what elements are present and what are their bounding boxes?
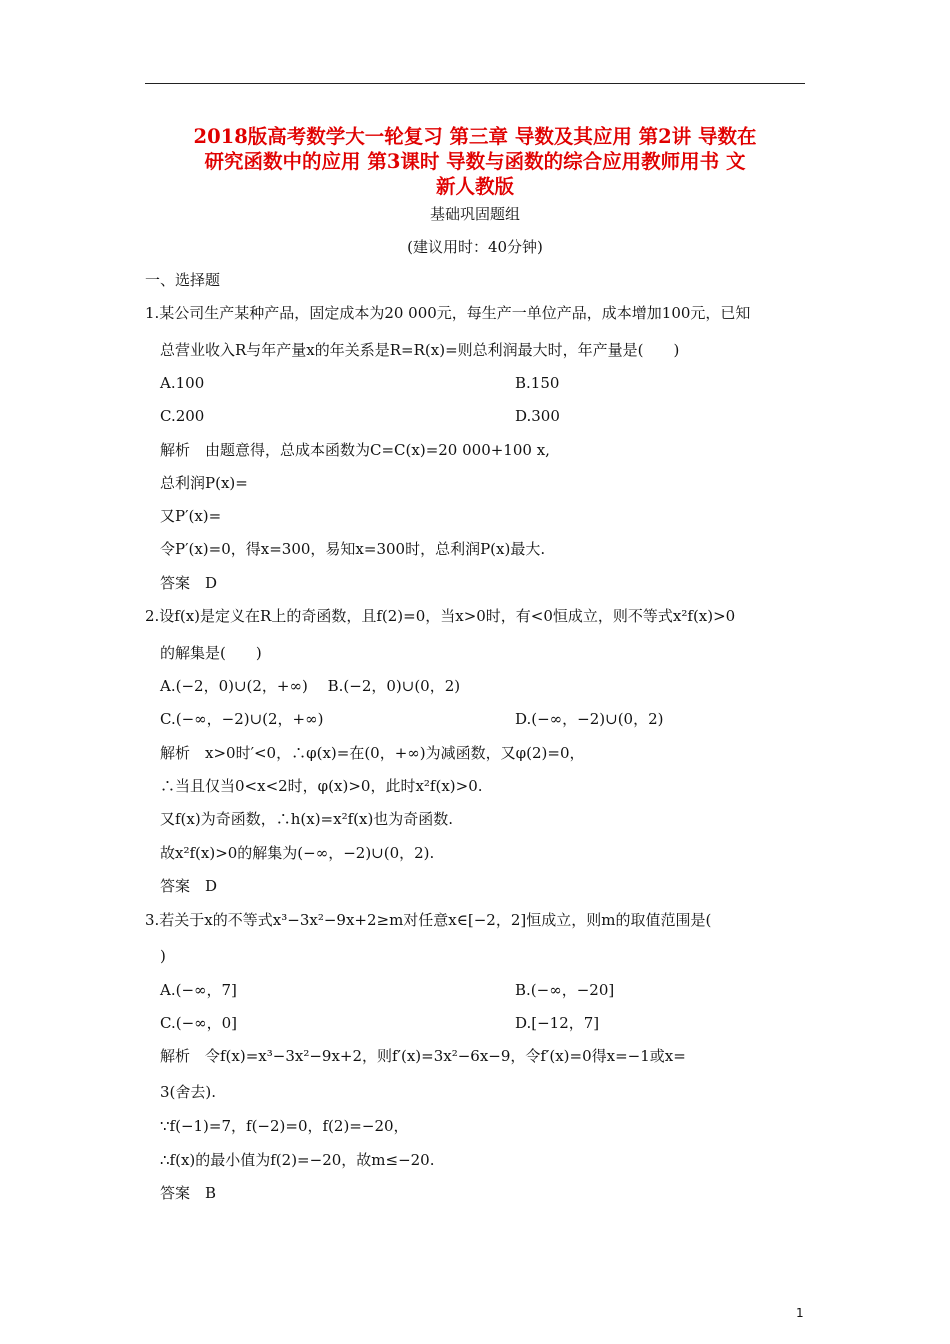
q2-analysis-3: 又f(x)为奇函数，∴h(x)=x²f(x)也为奇函数. (160, 810, 454, 828)
q3-stem-line-2: ) (160, 947, 166, 965)
q1-analysis-1: 解析 由题意得，总成本函数为C=C(x)=20 000+100 x, (160, 441, 550, 459)
q1-analysis-4: 令P′(x)=0，得x=300，易知x=300时，总利润P(x)最大. (160, 540, 546, 558)
q1-stem-line-2: 总营业收入R与年产量x的年关系是R=R(x)=则总利润最大时，年产量是( ) (160, 341, 680, 359)
q1-analysis-3: 又P′(x)= (160, 507, 222, 525)
q2-analysis-2: ∴当且仅当0<x<2时，φ(x)>0，此时x²f(x)>0. (160, 777, 483, 795)
section-heading: 一、选择题 (145, 271, 221, 289)
page-number: 1 (796, 1306, 804, 1320)
suggested-time: (建议用时：40分钟) (407, 238, 543, 256)
q3-answer: 答案 B (160, 1184, 217, 1202)
title-line-2: 研究函数中的应用 第3课时 导数与函数的综合应用教师用书 文 (204, 150, 746, 173)
q2-stem-line-1: 2.设f(x)是定义在R上的奇函数，且f(2)=0，当x>0时，有<0恒成立，则不等式x²f(x)>0 (145, 607, 736, 625)
q3-stem-line-1: 3.若关于x的不等式x³−3x²−9x+2≥m对任意x∈[−2，2]恒成立，则m的取值范围是( (145, 911, 712, 929)
header-rule (145, 83, 805, 84)
q3-option-c: C.(−∞，0] (160, 1014, 238, 1032)
q2-stem-line-2: 的解集是( ) (160, 644, 262, 662)
q1-analysis-2: 总利润P(x)= (160, 474, 248, 492)
q2-analysis-4: 故x²f(x)>0的解集为(−∞，−2)∪(0，2). (160, 844, 435, 862)
q1-stem-line-1: 1.某公司生产某种产品，固定成本为20 000元，每生产一单位产品，成本增加100元，已知 (145, 304, 751, 322)
title-line-3: 新人教版 (435, 175, 514, 198)
q1-answer: 答案 D (160, 574, 218, 592)
q3-analysis-1: 解析 令f(x)=x³−3x²−9x+2，则f′(x)=3x²−6x−9，令f′(x)=0得x=−1或x= (160, 1047, 686, 1065)
q1-option-d: D.300 (515, 407, 560, 425)
q2-analysis-1: 解析 x>0时′<0，∴φ(x)=在(0，+∞)为减函数，又φ(2)=0， (160, 744, 585, 762)
q2-option-a-b: A.(−2，0)∪(2，+∞) B.(−2，0)∪(0，2) (160, 677, 461, 695)
q3-option-b: B.(−∞，−20] (515, 981, 615, 999)
q1-option-c: C.200 (160, 407, 205, 425)
q2-answer: 答案 D (160, 877, 218, 895)
q3-analysis-3: ∵f(−1)=7，f(−2)=0，f(2)=−20， (160, 1117, 409, 1135)
q3-option-a: A.(−∞，7] (160, 981, 237, 999)
document-title (120, 124, 830, 199)
q3-analysis-4: ∴f(x)的最小值为f(2)=−20，故m≤−20. (160, 1151, 435, 1169)
q2-option-c: C.(−∞，−2)∪(2，+∞) (160, 710, 324, 728)
q3-option-d: D.[−12，7] (515, 1014, 600, 1032)
q3-analysis-2: 3(舍去). (160, 1083, 217, 1101)
q1-option-b: B.150 (515, 374, 560, 392)
group-heading: 基础巩固题组 (429, 205, 520, 223)
title-line-1: 2018版高考数学大一轮复习 第三章 导数及其应用 第2讲 导数在 (193, 125, 757, 148)
q1-option-a: A.100 (160, 374, 205, 392)
q2-option-d: D.(−∞，−2)∪(0，2) (515, 710, 664, 728)
